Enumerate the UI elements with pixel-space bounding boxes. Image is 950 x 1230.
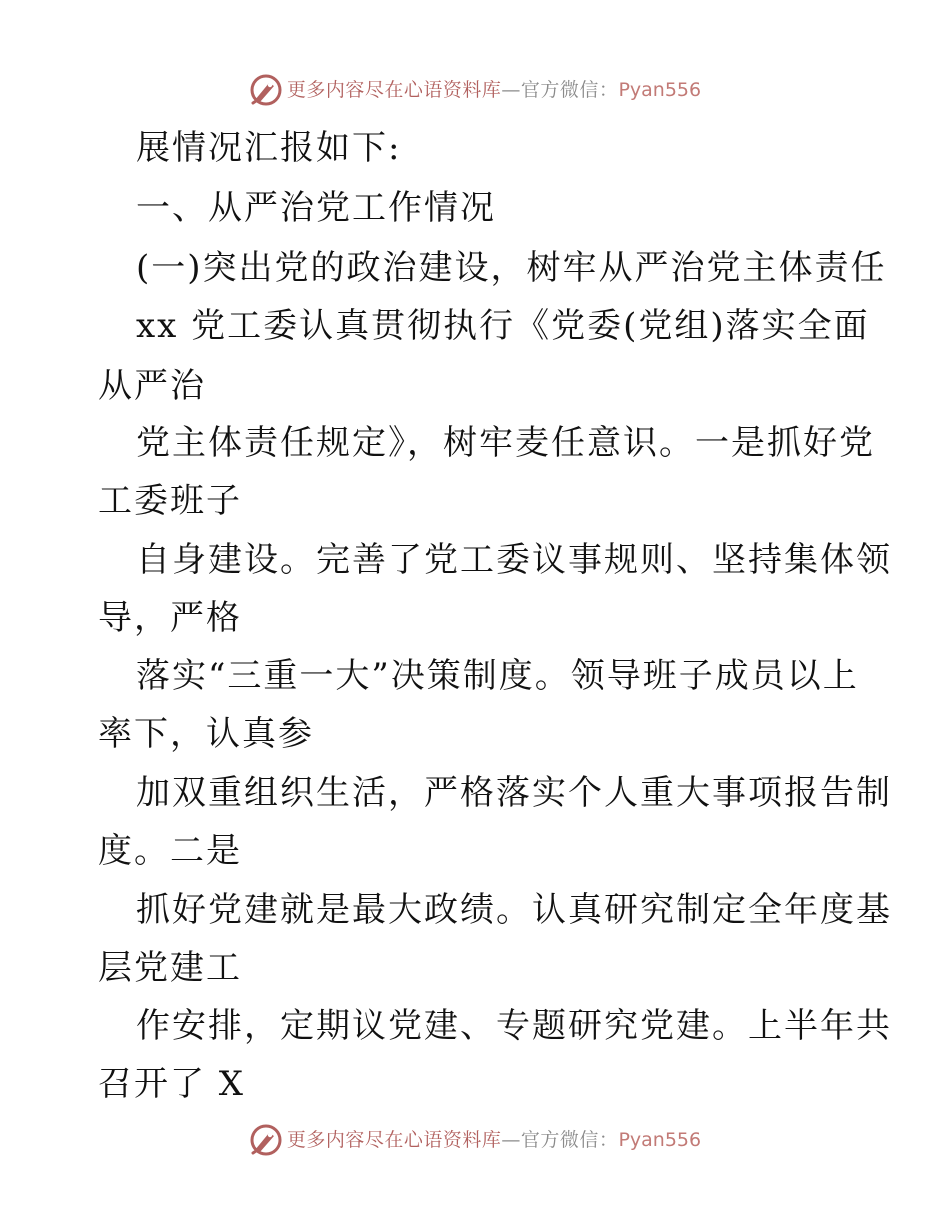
text-line-8: 自身建设。完善了党工委议事规则、坚持集体领 xyxy=(136,540,892,580)
text-line-5: 从严治 xyxy=(98,366,206,406)
pen-nib-circle-icon xyxy=(249,1123,283,1157)
text-line-4: xx 党工委认真贯彻执行《党委(党组)落实全面 xyxy=(136,306,870,346)
text-line-13: 度。二是 xyxy=(98,831,242,871)
watermark-dash: — xyxy=(501,78,521,101)
text-line-12: 加双重组织生活，严格落实个人重大事项报告制 xyxy=(136,773,892,813)
text-line-2: 一、从严治党工作情况 xyxy=(136,188,496,228)
text-line-1: 展情况汇报如下: xyxy=(136,128,402,168)
pen-nib-circle-icon xyxy=(249,73,283,107)
text-line-14: 抓好党建就是最大政绩。认真研究制定全年度基 xyxy=(136,890,892,930)
footer-watermark xyxy=(0,1120,950,1160)
text-line-7: 工委班子 xyxy=(98,481,242,521)
watermark-dash: — xyxy=(501,1128,521,1151)
watermark-wechat-label: 官方微信： xyxy=(520,78,619,101)
text-line-10: 落实“三重一大”决策制度。领导班子成员以上 xyxy=(136,656,859,696)
header-watermark xyxy=(0,70,950,110)
watermark-title: 更多内容尽在心语资料库 xyxy=(286,1128,502,1151)
text-line-9: 导，严格 xyxy=(98,598,242,638)
text-line-16: 作安排，定期议党建、专题研究党建。上半年共 xyxy=(136,1006,892,1046)
text-line-6: 党主体责任规定》，树牢麦任意识。一是抓好党 xyxy=(136,423,875,463)
text-line-3: (一)突出党的政治建设，树牢从严治党主体责任 xyxy=(136,248,887,288)
watermark-wechat-id: Pyan556 xyxy=(618,1128,702,1151)
watermark-wechat-label: 官方微信： xyxy=(520,1128,619,1151)
watermark-wechat-id: Pyan556 xyxy=(618,78,702,101)
watermark-title: 更多内容尽在心语资料库 xyxy=(286,78,502,101)
text-line-11: 率下，认真参 xyxy=(98,714,314,754)
text-line-15: 层党建工 xyxy=(98,948,242,988)
text-line-17: 召开了 X xyxy=(98,1064,246,1104)
